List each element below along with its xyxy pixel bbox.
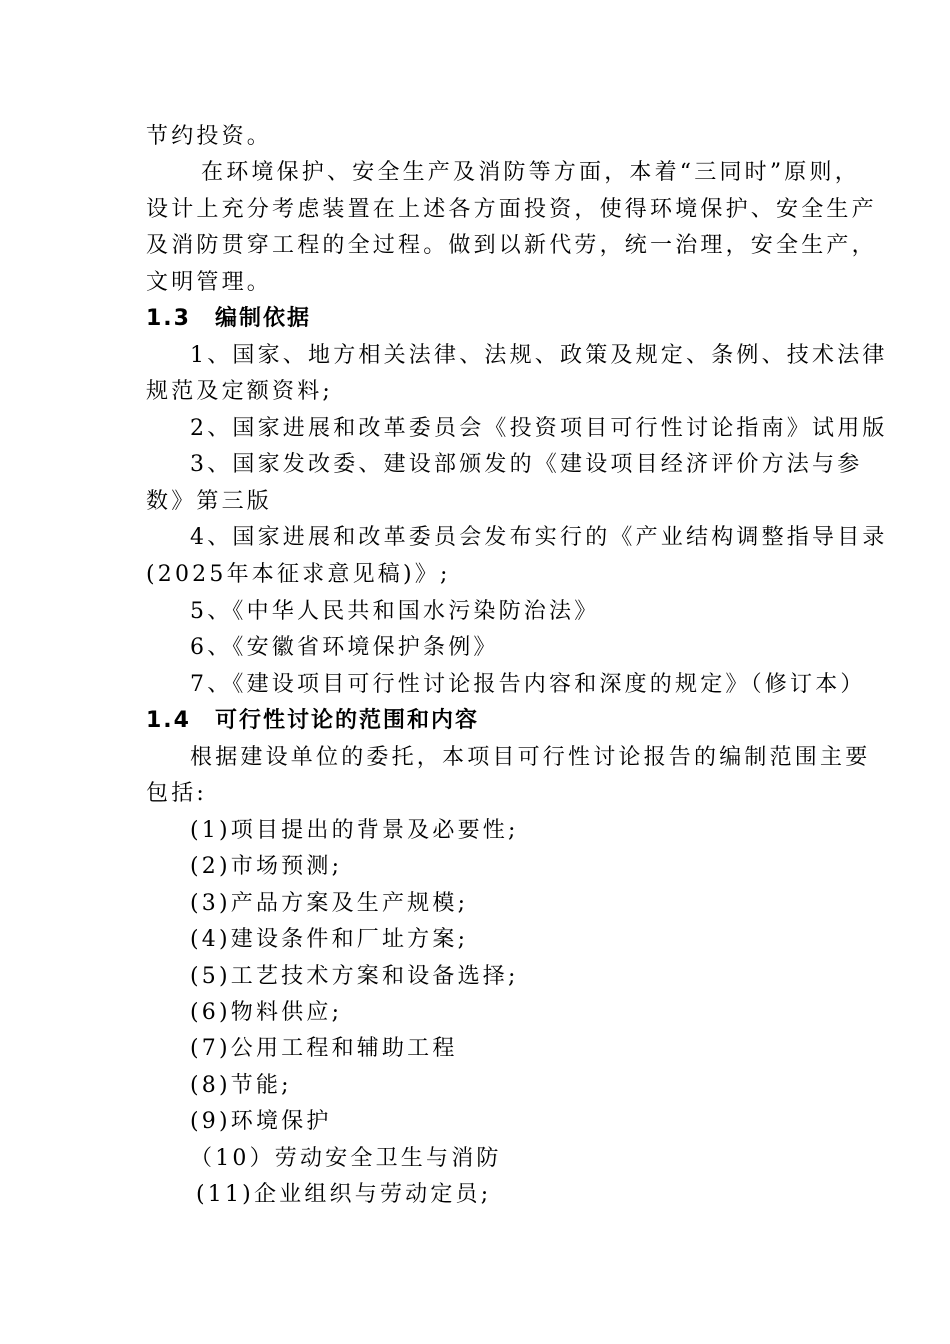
list-item: 3、国家发改委、建设部颁发的《建设项目经济评价方法与参	[190, 452, 863, 477]
scope-item: (7)公用工程和辅助工程	[190, 1036, 458, 1061]
scope-item: （10）劳动安全卫生与消防	[190, 1146, 502, 1171]
list-item: 2、国家进展和改革委员会《投资项目可行性讨论指南》试用版	[190, 416, 888, 441]
list-item: 4、国家进展和改革委员会发布实行的《产业结构调整指导目录	[190, 525, 888, 550]
paragraph-line: 设计上充分考虑装置在上述各方面投资，使得环境保护、安全生产	[146, 197, 877, 222]
list-item-continuation: 数》第三版	[146, 489, 273, 514]
scope-item: (4)建设条件和厂址方案;	[190, 927, 469, 952]
list-item-continuation: 规范及定额资料;	[146, 379, 334, 404]
scope-item: (1)项目提出的背景及必要性;	[190, 818, 519, 843]
list-item-continuation: (2025年本征求意见稿)》;	[146, 562, 451, 587]
paragraph-line: 包括:	[146, 781, 208, 806]
scope-item: (11)企业组织与劳动定员;	[196, 1182, 492, 1207]
scope-item: (2)市场预测;	[190, 854, 343, 879]
list-item: 5、《中华人民共和国水污染防治法》	[190, 599, 600, 624]
scope-item: (9)环境保护	[190, 1109, 332, 1134]
paragraph-line: 根据建设单位的委托，本项目可行性讨论报告的编制范围主要	[190, 745, 871, 770]
paragraph-line: 及消防贯穿工程的全过程。做到以新代劳，统一治理，安全生产，	[146, 233, 877, 258]
scope-item: (8)节能;	[190, 1073, 292, 1098]
paragraph-line: 节约投资。	[146, 124, 273, 149]
scope-item: (3)产品方案及生产规模;	[190, 891, 469, 916]
list-item: 6、《安徽省环境保护条例》	[190, 635, 499, 660]
paragraph-line: 在环境保护、安全生产及消防等方面，本着“三同时”原则，	[201, 160, 860, 185]
scope-item: (6)物料供应;	[190, 1000, 343, 1025]
section-heading: 1.4 可行性讨论的范围和内容	[146, 708, 479, 733]
list-item: 7、《建设项目可行性讨论报告内容和深度的规定》（修订本）	[190, 672, 866, 697]
paragraph-line: 文明管理。	[146, 270, 273, 295]
list-item: 1、国家、地方相关法律、法规、政策及规定、条例、技术法律	[190, 343, 888, 368]
scope-item: (5)工艺技术方案和设备选择;	[190, 964, 519, 989]
section-heading: 1.3 编制依据	[146, 306, 311, 331]
